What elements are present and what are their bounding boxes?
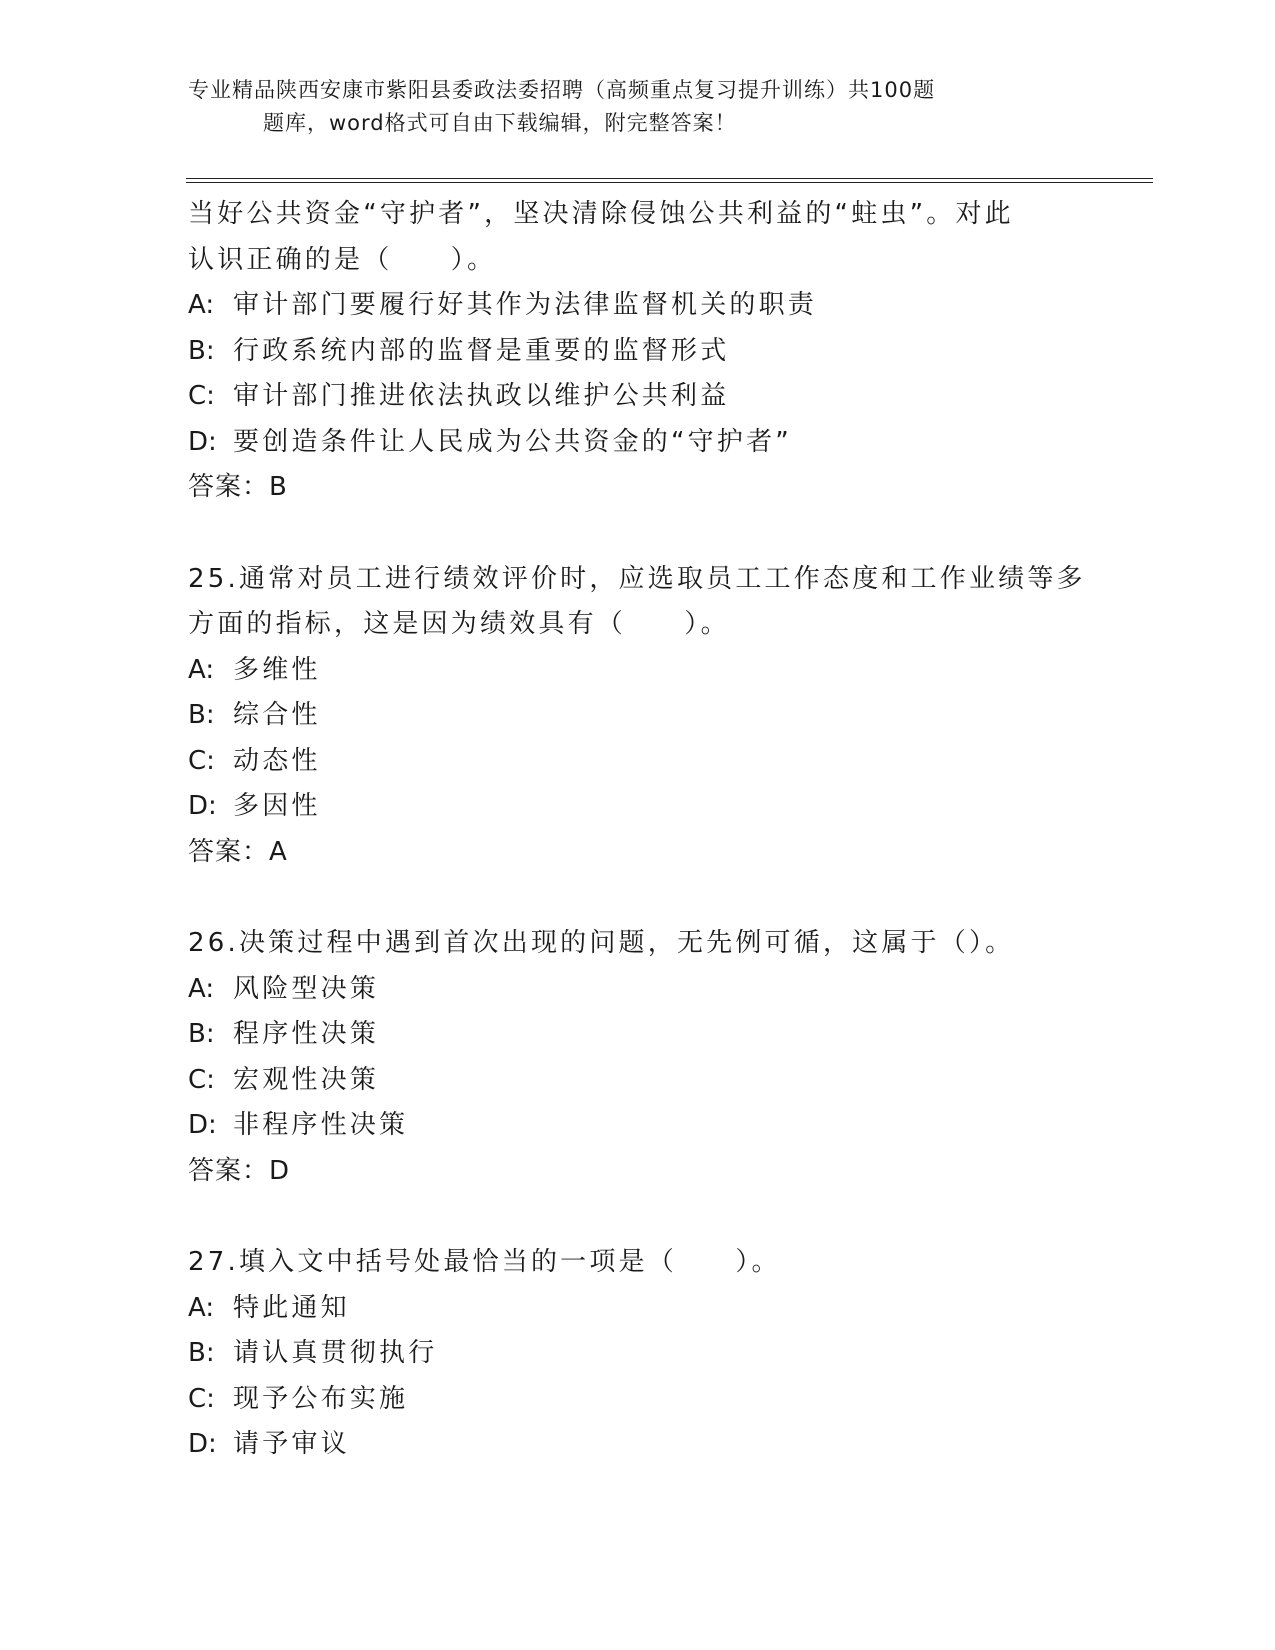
option-letter: A: bbox=[188, 973, 215, 1004]
option-b bbox=[188, 1012, 1148, 1058]
option-letter: B: bbox=[188, 700, 215, 730]
option-text: 现予公布实施 bbox=[233, 1383, 409, 1414]
answer-line: 答案：D bbox=[188, 1155, 291, 1186]
option-text: 风险型决策 bbox=[233, 973, 380, 1004]
option-d bbox=[188, 784, 1148, 830]
option-letter: B: bbox=[188, 335, 215, 366]
option-a bbox=[188, 967, 1148, 1013]
option-letter: C: bbox=[188, 381, 215, 411]
option-b bbox=[188, 329, 1148, 375]
option-text: 特此通知 bbox=[233, 1292, 350, 1323]
option-c bbox=[188, 739, 1148, 785]
answer-line: 答案：A bbox=[188, 836, 288, 867]
option-text: 请予审议 bbox=[233, 1429, 350, 1459]
option-letter: C: bbox=[188, 745, 215, 776]
header-line-1: 专业精品陕西安康市紫阳县委政法委招聘（高频重点复习提升训练）共100题 bbox=[188, 78, 936, 102]
header-line-2: 题库，word格式可自由下载编辑，附完整答案！ bbox=[263, 111, 737, 135]
option-letter: D: bbox=[188, 426, 217, 457]
option-d bbox=[188, 1422, 1148, 1468]
document-header bbox=[188, 74, 1088, 140]
option-letter: A: bbox=[188, 1292, 215, 1323]
option-c bbox=[188, 1058, 1148, 1104]
question-text-line: 27.填入文中括号处最恰当的一项是（ ）。 bbox=[188, 1247, 781, 1277]
question-24 bbox=[188, 192, 1148, 511]
header-rule-bottom bbox=[186, 182, 1153, 183]
option-text: 多因性 bbox=[233, 791, 321, 821]
question-text-line: 26.决策过程中遇到首次出现的问题，无先例可循，这属于（）。 bbox=[188, 928, 1015, 958]
option-letter: C: bbox=[188, 1383, 215, 1414]
question-list bbox=[188, 192, 1148, 1468]
option-text: 要创造条件让人民成为公共资金的“守护者” bbox=[233, 426, 792, 457]
option-text: 非程序性决策 bbox=[233, 1110, 409, 1140]
option-text: 程序性决策 bbox=[233, 1019, 380, 1049]
option-letter: D: bbox=[188, 1110, 217, 1140]
option-a bbox=[188, 1286, 1148, 1332]
header-rule-top bbox=[186, 178, 1153, 179]
question-text-line: 方面的指标，这是因为绩效具有（ ）。 bbox=[188, 609, 730, 639]
option-letter: A: bbox=[188, 290, 215, 320]
question-26 bbox=[188, 921, 1148, 1194]
option-letter: B: bbox=[188, 1338, 215, 1368]
option-text: 行政系统内部的监督是重要的监督形式 bbox=[233, 335, 730, 366]
option-a bbox=[188, 283, 1148, 329]
option-text: 多维性 bbox=[233, 654, 321, 685]
option-b bbox=[188, 1331, 1148, 1377]
option-text: 审计部门推进依法执政以维护公共利益 bbox=[233, 381, 730, 411]
option-c bbox=[188, 374, 1148, 420]
option-d bbox=[188, 420, 1148, 466]
option-text: 动态性 bbox=[233, 745, 321, 776]
option-text: 请认真贯彻执行 bbox=[233, 1338, 438, 1368]
answer-line: 答案：B bbox=[188, 472, 288, 502]
question-25 bbox=[188, 557, 1148, 876]
option-b bbox=[188, 693, 1148, 739]
option-text: 综合性 bbox=[233, 700, 321, 730]
option-text: 审计部门要履行好其作为法律监督机关的职责 bbox=[233, 290, 818, 320]
option-letter: D: bbox=[188, 791, 217, 821]
option-letter: A: bbox=[188, 654, 215, 685]
option-text: 宏观性决策 bbox=[233, 1064, 380, 1095]
option-letter: C: bbox=[188, 1064, 215, 1095]
option-d bbox=[188, 1103, 1148, 1149]
option-letter: B: bbox=[188, 1019, 215, 1049]
option-letter: D: bbox=[188, 1429, 217, 1459]
question-text-line: 25.通常对员工进行绩效评价时，应选取员工工作态度和工作业绩等多 bbox=[188, 563, 1086, 594]
question-text-line: 认识正确的是（ ）。 bbox=[188, 244, 497, 275]
option-a bbox=[188, 648, 1148, 694]
option-c bbox=[188, 1377, 1148, 1423]
question-27 bbox=[188, 1240, 1148, 1468]
question-text-line: 当好公共资金“守护者”，坚决清除侵蚀公共利益的“蛀虫”。对此 bbox=[188, 199, 1014, 229]
